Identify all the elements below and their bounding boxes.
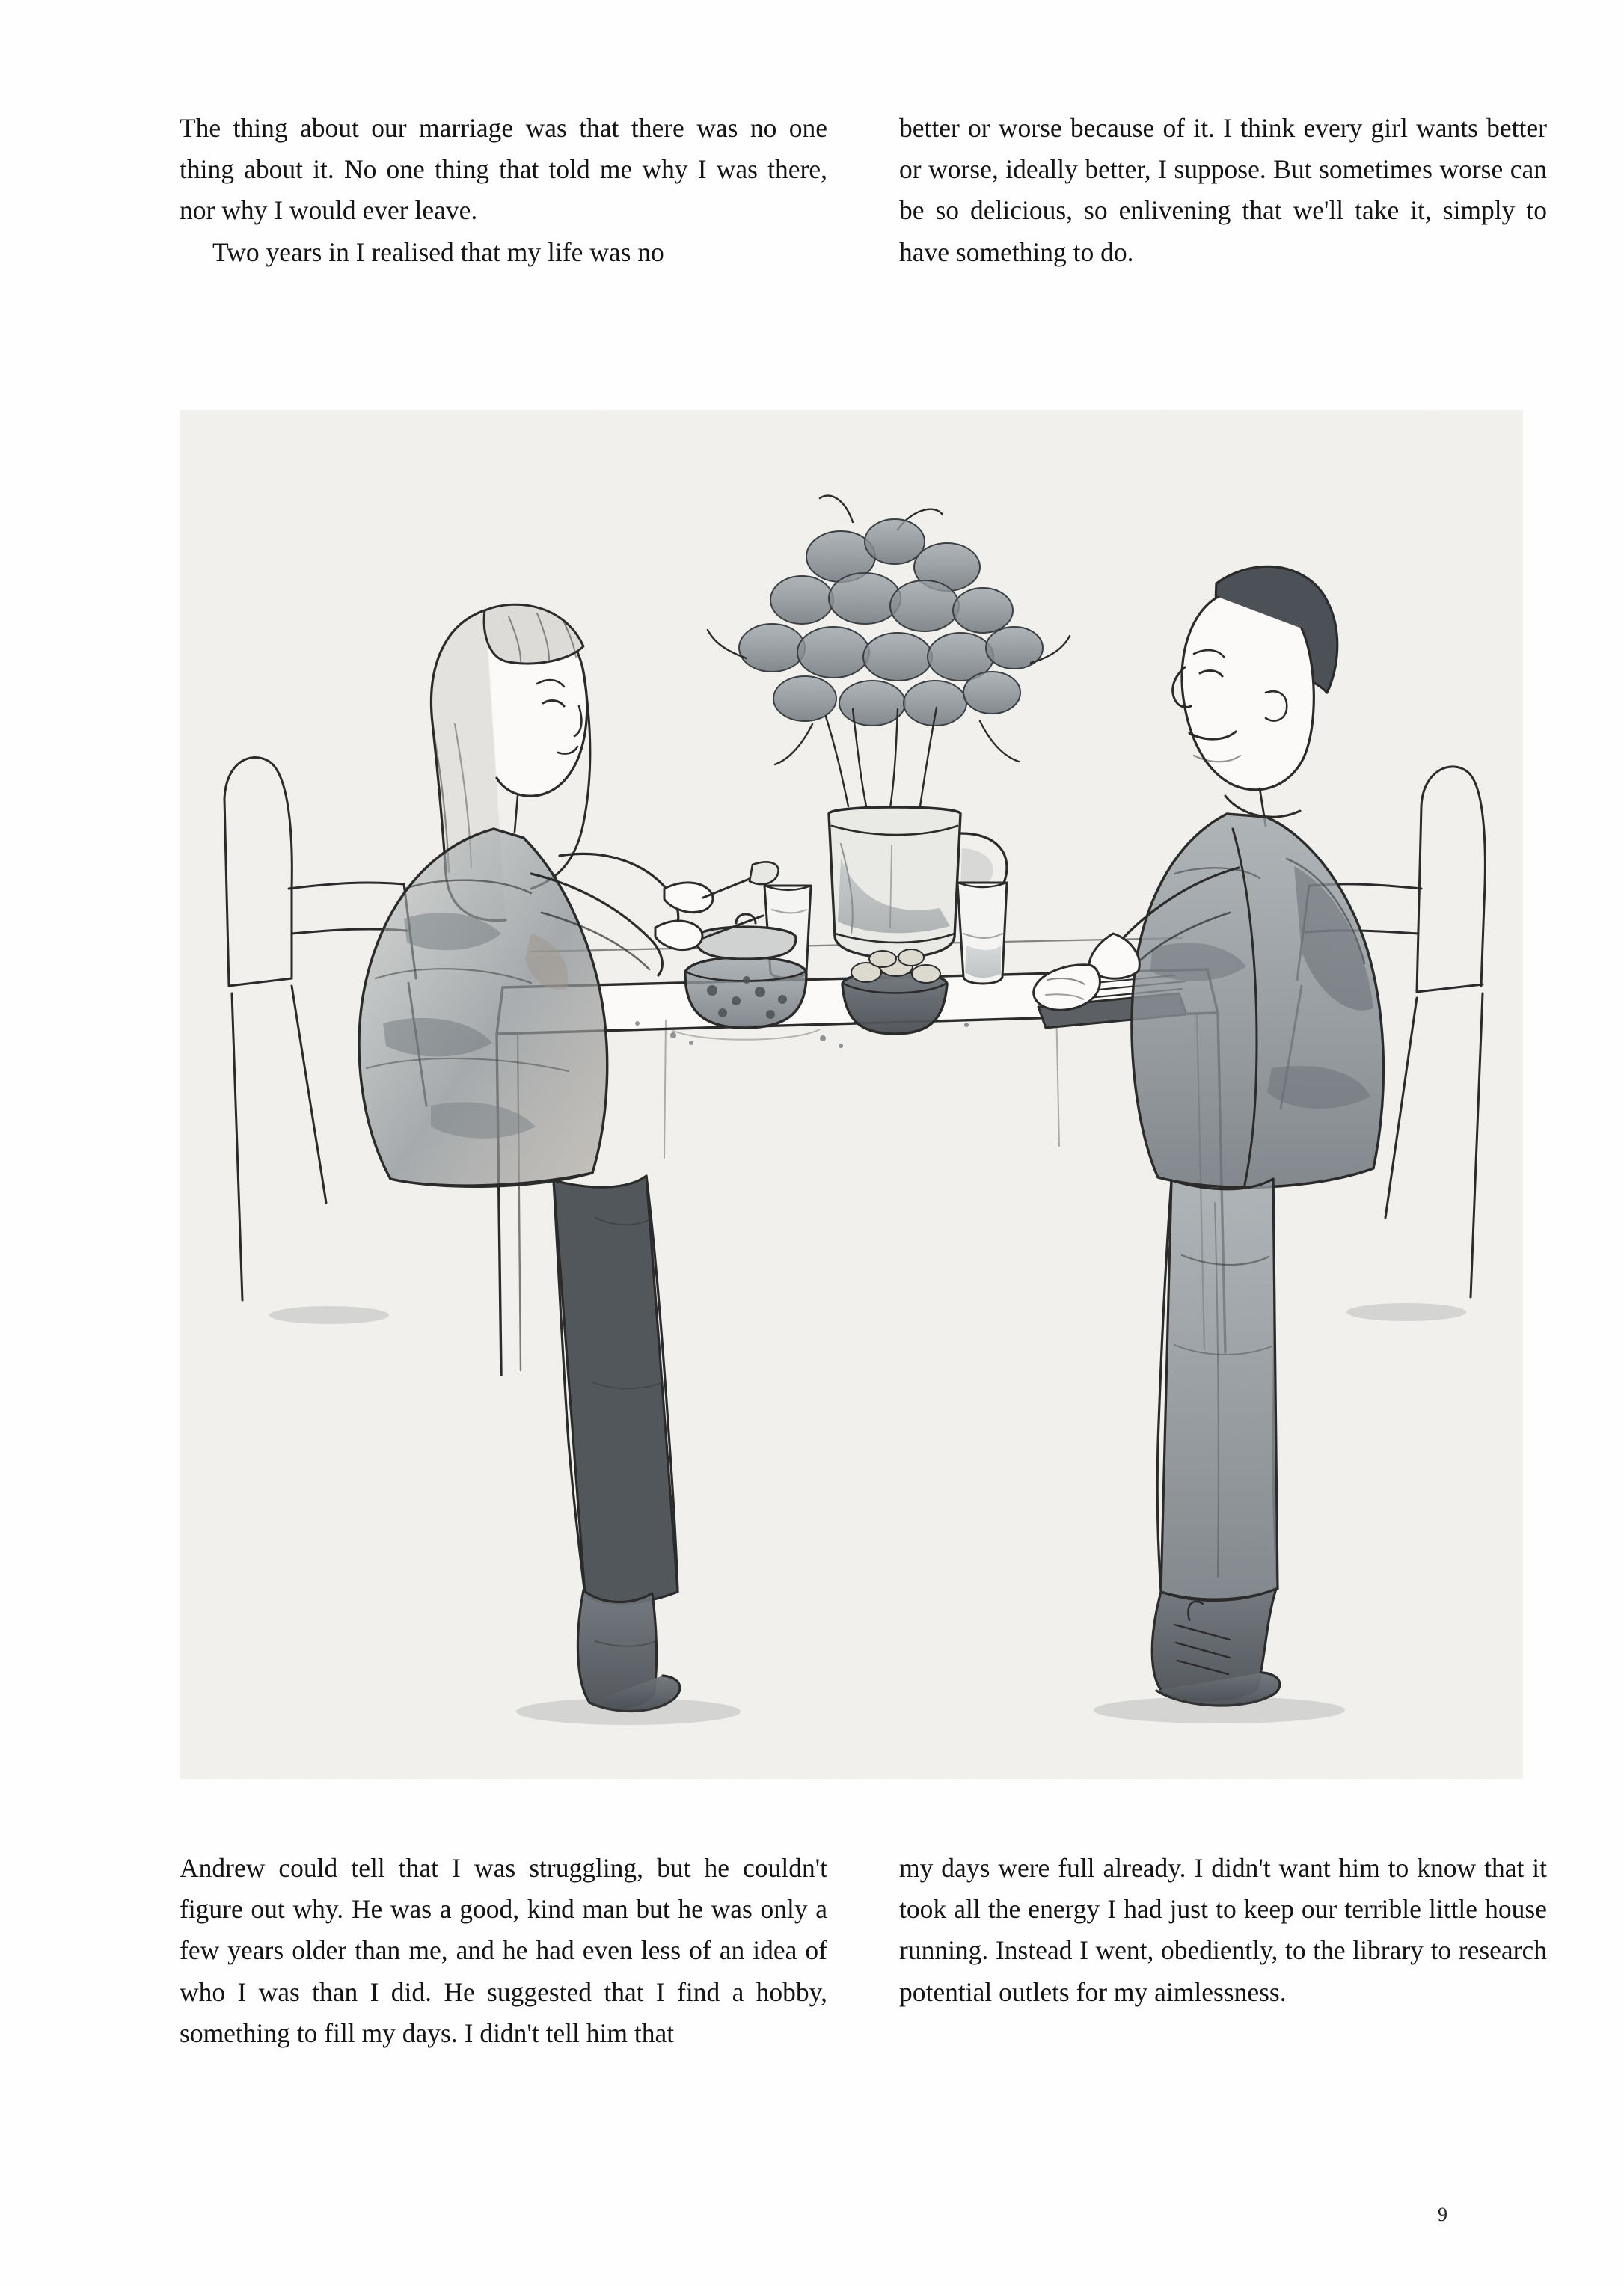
top-column-left — [180, 108, 827, 273]
paragraph: my days were full already. I didn't want him to know that it took all the energy I had just to keep our terrible little house running. Instead I went, obediently, to the library to research potential outlets for my aimlessness. — [899, 1853, 1547, 2007]
bottom-text-block — [180, 1848, 1547, 2054]
bottom-column-right — [899, 1848, 1547, 2054]
paragraph: The thing about our marriage was that there was no one thing about it. No one thing that told me why I was there, nor why I would ever leave. — [180, 113, 827, 226]
paragraph: better or worse because of it. I think every girl wants better or worse, ideally better, I suppose. But sometimes worse can be so delicious, so enlivening that we'll take it, simply to have something to do. — [899, 113, 1547, 267]
bottom-column-left — [180, 1848, 827, 2054]
page-number: 9 — [1438, 2204, 1447, 2225]
paragraph: Two years in I realised that my life was no — [212, 236, 664, 267]
paragraph: Andrew could tell that I was struggling, but he couldn't figure out why. He was a good, kind man but he was only a few years older than me, and he had even less of an idea of who I was than I did. He suggested that I find a hobby, something to fill my days. I didn't tell him that — [180, 1853, 827, 2048]
top-text-block — [180, 108, 1547, 273]
top-column-right — [899, 108, 1547, 273]
illustration-dinner-table — [180, 410, 1523, 1779]
